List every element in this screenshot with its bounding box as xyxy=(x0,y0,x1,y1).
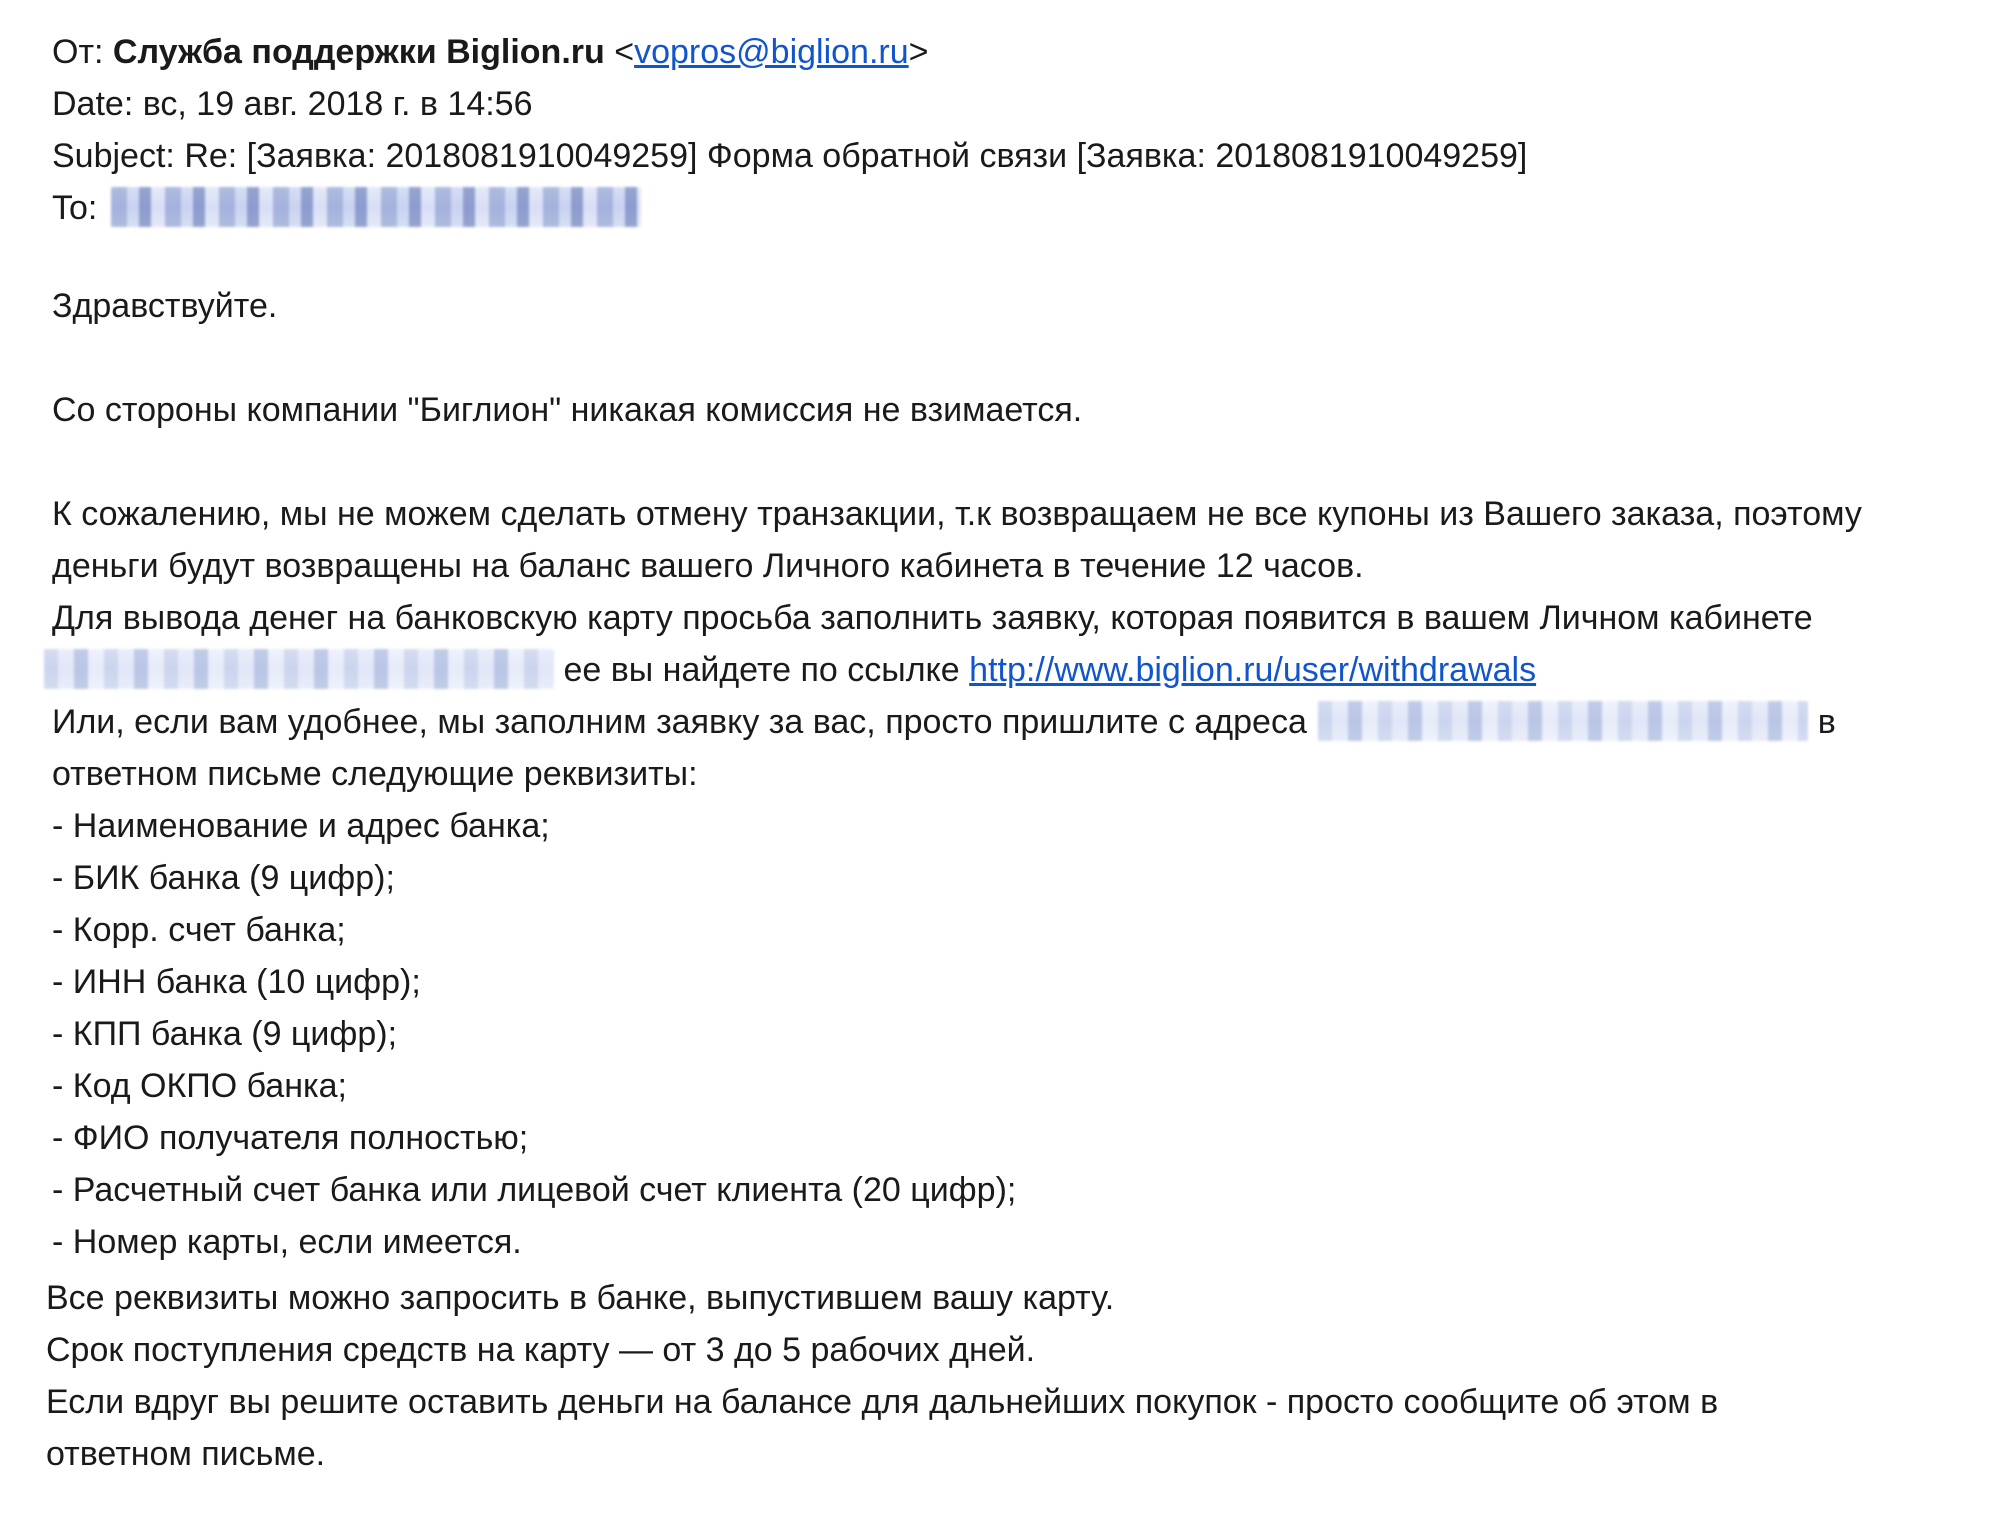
sender-email-link[interactable]: vopros@biglion.ru xyxy=(634,33,909,71)
alt-line-1 xyxy=(52,702,1836,742)
requisite-item: - ФИО получателя полностью; xyxy=(52,1119,529,1157)
from-label: От: xyxy=(52,33,104,71)
alt-text: Или, если вам удобнее, мы заполним заявку за вас, просто пришлите с адреса xyxy=(52,703,1307,741)
subject-line xyxy=(52,136,1527,176)
alt-line-end: в xyxy=(1817,703,1836,741)
redacted-account xyxy=(44,649,554,689)
requisite-item: - ИНН банка (10 цифр); xyxy=(52,963,421,1001)
subject-value: Re: [Заявка: 2018081910049259] Форма обратной связи [Заявка: 2018081910049259] xyxy=(184,137,1528,175)
footer-line-3: Если вдруг вы решите оставить деньги на балансе для дальнейших покупок - просто сообщите об этом в xyxy=(46,1383,1719,1421)
to-line xyxy=(52,188,641,228)
commission-text: Со стороны компании "Биглион" никакая комиссия не взимается. xyxy=(52,391,1083,429)
requisite-item: - Номер карты, если имеется. xyxy=(52,1223,522,1261)
requisite-item: - Расчетный счет банка или лицевой счет клиента (20 цифр); xyxy=(52,1171,1017,1209)
withdrawals-link[interactable]: http://www.biglion.ru/user/withdrawals xyxy=(969,651,1537,689)
subject-label: Subject: xyxy=(52,137,175,175)
requisite-item: - Наименование и адрес банка; xyxy=(52,807,550,845)
greeting: Здравствуйте. xyxy=(52,287,278,325)
sender-name: Служба поддержки Biglion.ru xyxy=(112,33,605,71)
footer-line-4: ответном письме. xyxy=(46,1435,326,1473)
redacted-recipient xyxy=(111,187,641,227)
email-bracket-close: > xyxy=(908,33,929,71)
footer-line-1: Все реквизиты можно запросить в банке, выпустившем вашу карту. xyxy=(46,1279,1115,1317)
requisite-item: - КПП банка (9 цифр); xyxy=(52,1015,398,1053)
to-label: To: xyxy=(52,189,98,227)
requisite-item: - Корр. счет банка; xyxy=(52,911,346,949)
requisite-item: - Код ОКПО банка; xyxy=(52,1067,347,1105)
date-line xyxy=(52,84,533,124)
withdraw-line-1: Для вывода денег на банковскую карту просьба заполнить заявку, которая появится в вашем Личном кабинете xyxy=(52,599,1813,637)
from-line xyxy=(52,32,929,72)
date-value: вс, 19 авг. 2018 г. в 14:56 xyxy=(142,85,533,123)
footer-line-2: Срок поступления средств на карту — от 3 до 5 рабочих дней. xyxy=(46,1331,1036,1369)
refund-line-2: деньги будут возвращены на баланс вашего Личного кабинета в течение 12 часов. xyxy=(52,547,1364,585)
withdraw-line-2 xyxy=(44,650,1536,690)
requisite-item: - БИК банка (9 цифр); xyxy=(52,859,395,897)
alt-line-2: ответном письме следующие реквизиты: xyxy=(52,755,698,793)
email-bracket-open: < xyxy=(614,33,635,71)
date-label: Date: xyxy=(52,85,134,123)
redacted-address xyxy=(1318,701,1808,741)
refund-line-1: К сожалению, мы не можем сделать отмену транзакции, т.к возвращаем не все купоны из Вашего заказа, поэтому xyxy=(52,495,1862,533)
withdraw-text: ее вы найдете по ссылке xyxy=(563,651,960,689)
